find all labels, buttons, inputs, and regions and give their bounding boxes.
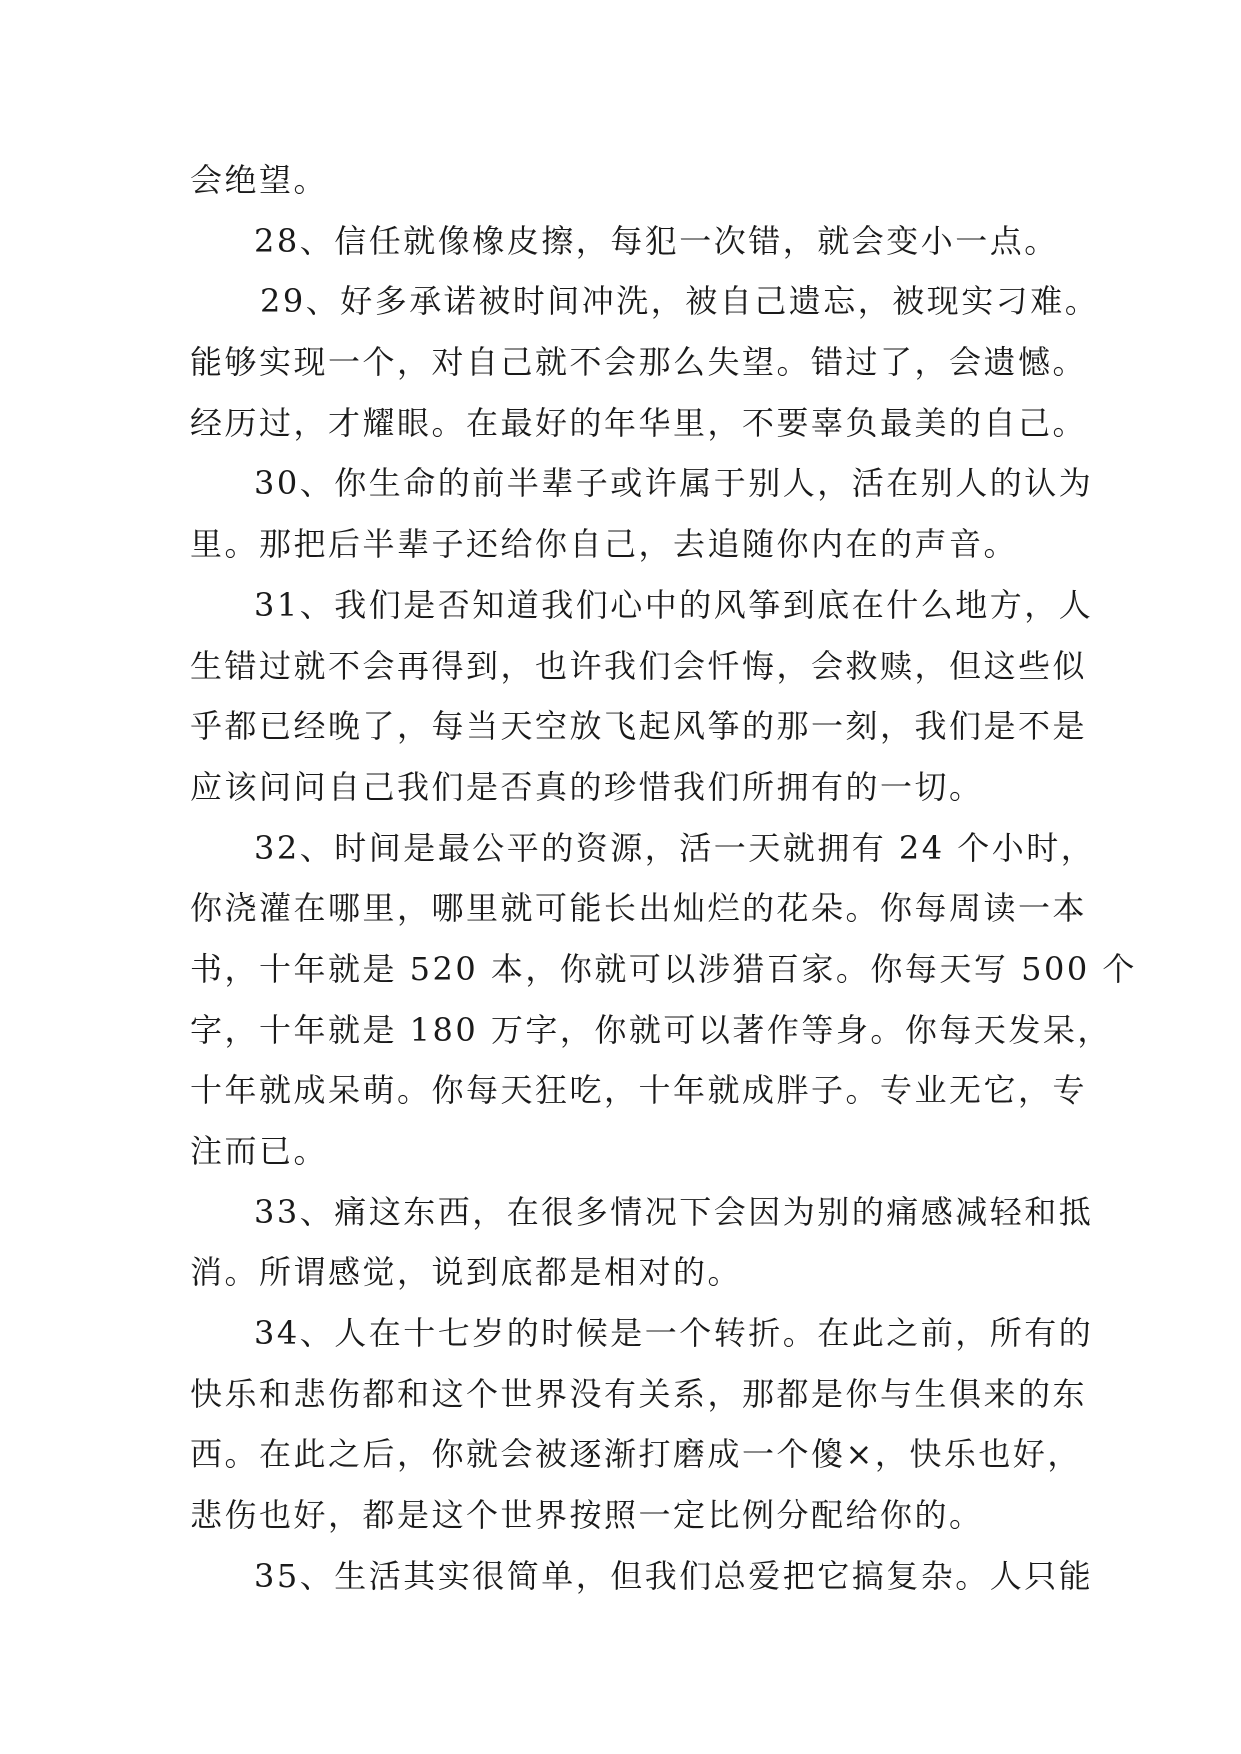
text-line: 西。在此之后，你就会被逐渐打磨成一个傻×，快乐也好， <box>190 1435 1082 1474</box>
text-line: 快乐和悲伤都和这个世界没有关系，那都是你与生俱来的东 <box>190 1374 1088 1413</box>
text-line: 33、痛这东西，在很多情况下会因为别的痛感减轻和抵 <box>254 1192 1094 1231</box>
text-line: 乎都已经晚了，每当天空放飞起风筝的那一刻，我们是不是 <box>190 707 1088 746</box>
text-line: 29、好多承诺被时间冲洗，被自己遗忘，被现实刁难。 <box>260 282 1100 321</box>
text-line: 能够实现一个，对自己就不会那么失望。错过了，会遗憾。 <box>190 343 1088 382</box>
text-line: 34、人在十七岁的时候是一个转折。在此之前，所有的 <box>254 1314 1094 1353</box>
text-line: 生错过就不会再得到，也许我们会忏悔，会救赎，但这些似 <box>190 646 1088 685</box>
text-line: 32、时间是最公平的资源，活一天就拥有 24 个小时， <box>254 828 1096 867</box>
text-line: 书，十年就是 520 本，你就可以涉猎百家。你每天写 500 个 <box>190 949 1137 988</box>
text-line: 你浇灌在哪里，哪里就可能长出灿烂的花朵。你每周读一本 <box>190 889 1088 928</box>
text-line: 悲伤也好，都是这个世界按照一定比例分配给你的。 <box>190 1496 984 1535</box>
text-line: 30、你生命的前半辈子或许属于别人，活在别人的认为 <box>254 464 1094 503</box>
text-line: 经历过，才耀眼。在最好的年华里，不要辜负最美的自己。 <box>190 403 1088 442</box>
text-line: 注而已。 <box>190 1132 329 1170</box>
text-line: 字，十年就是 180 万字，你就可以著作等身。你每天发呆， <box>190 1010 1112 1049</box>
text-line: 28、信任就像橡皮擦，每犯一次错，就会变小一点。 <box>254 221 1059 260</box>
body-text <box>190 150 1137 1607</box>
text-line: 应该问问自己我们是否真的珍惜我们所拥有的一切。 <box>190 767 984 806</box>
text-line: 会绝望。 <box>190 161 329 199</box>
text-line: 35、生活其实很简单，但我们总爱把它搞复杂。人只能 <box>254 1556 1094 1595</box>
text-line: 十年就成呆萌。你每天狂吃，十年就成胖子。专业无它，专 <box>190 1071 1088 1110</box>
text-line: 里。那把后半辈子还给你自己，去追随你内在的声音。 <box>190 525 1019 564</box>
text-line: 消。所谓感觉，说到底都是相对的。 <box>190 1253 743 1292</box>
text-line: 31、我们是否知道我们心中的风筝到底在什么地方，人 <box>254 585 1094 624</box>
